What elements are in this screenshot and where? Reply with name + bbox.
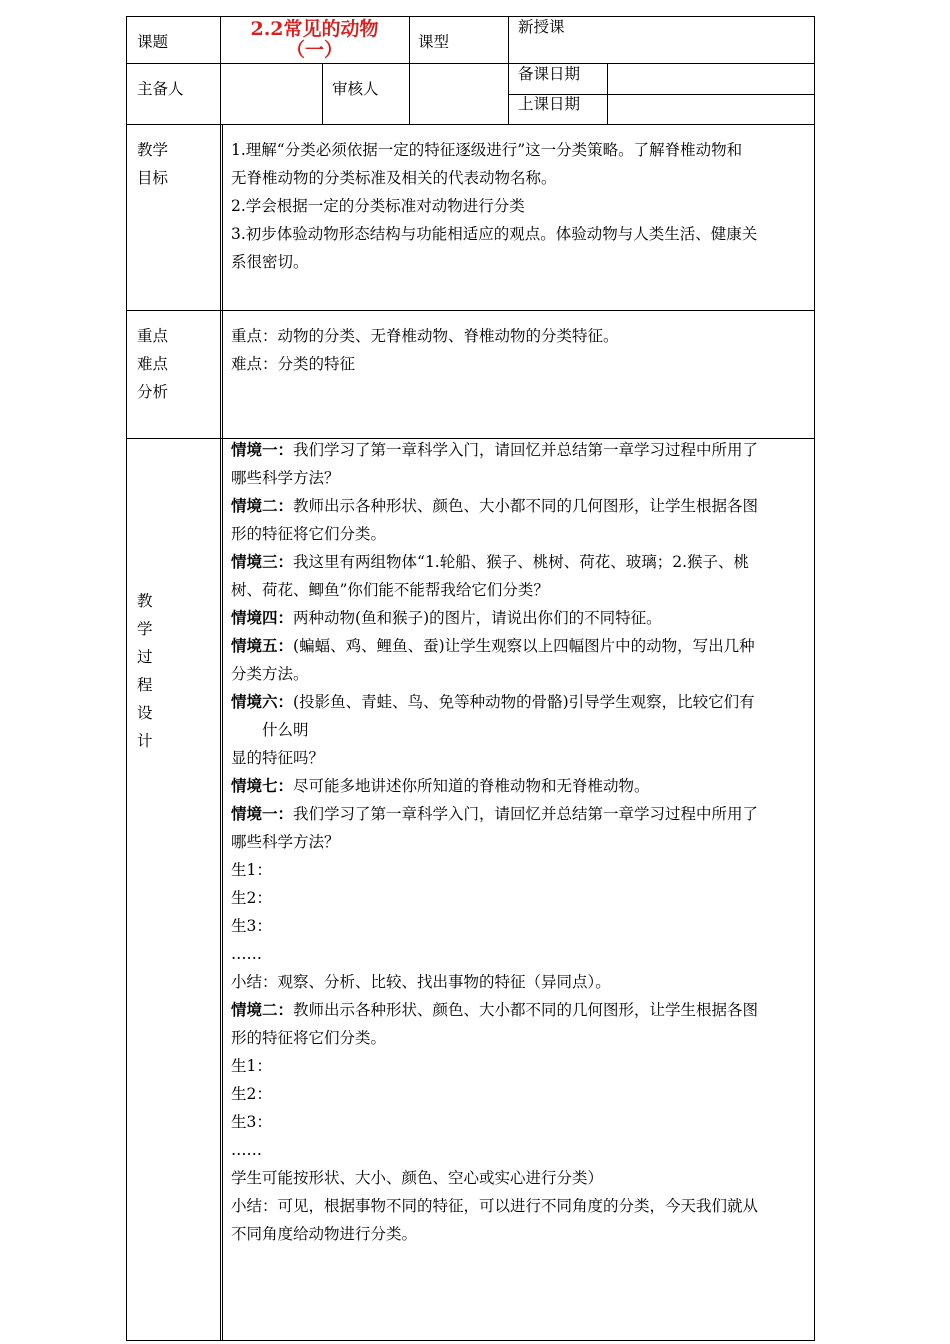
scenario-label: 情境六： <box>231 692 294 711</box>
process-line-text: 尽可能多地讲述你所知道的脊椎动物和无脊椎动物。 <box>293 777 650 795</box>
process-line <box>231 548 805 576</box>
process-line-text: …… <box>231 945 262 963</box>
process-line <box>231 464 805 492</box>
process-line <box>231 1164 805 1192</box>
process-content <box>231 436 805 1248</box>
process-line-text: 教师出示各种形状、颜色、大小都不同的几何图形，让学生根据各图 <box>293 497 759 515</box>
process-line-text: 我这里有两组物体“1.轮船、猴子、桃树、荷花、玻璃；2.猴子、桃 <box>293 553 750 571</box>
process-line <box>231 688 805 716</box>
objective-line: 2.学会根据一定的分类标准对动物进行分类 <box>231 197 525 215</box>
scenario-label: 情境五： <box>231 636 294 655</box>
process-line <box>231 1192 805 1220</box>
objective-line: 3.初步体验动物形态结构与功能相适应的观点。体验动物与人类生活、健康关 <box>231 225 758 243</box>
table-row-line <box>126 310 815 311</box>
scenario-label: 情境七： <box>231 776 294 795</box>
type-label: 课型 <box>418 33 450 51</box>
process-line <box>231 436 805 464</box>
process-line-text: 我们学习了第一章科学入门，请回忆并总结第一章学习过程中所用了 <box>293 805 759 823</box>
process-line <box>231 856 805 884</box>
table-col-line <box>220 16 221 1341</box>
process-line-text: 两种动物(鱼和猴子)的图片，请说出你们的不同特征。 <box>293 609 662 627</box>
process-line-text: 生3： <box>231 1113 272 1131</box>
process-line <box>231 772 805 800</box>
process-line-text: 教师出示各种形状、颜色、大小都不同的几何图形，让学生根据各图 <box>293 1001 759 1019</box>
table-col-line <box>607 63 608 124</box>
process-line-text: 不同角度给动物进行分类。 <box>231 1225 418 1243</box>
topic-label: 课题 <box>137 33 169 51</box>
table-row-line <box>126 124 815 125</box>
process-line <box>231 1108 805 1136</box>
process-line-text: 哪些科学方法？ <box>231 833 340 851</box>
objective-line: 1.理解“分类必须依据一定的特征逐级进行”这一分类策略。了解脊椎动物和 <box>231 141 743 159</box>
table-border-right <box>814 16 815 1341</box>
process-line <box>231 1024 805 1052</box>
scenario-label: 情境二： <box>231 496 294 515</box>
process-line <box>231 576 805 604</box>
table-col-line <box>222 124 223 1341</box>
process-line <box>231 492 805 520</box>
scenario-label: 情境二： <box>231 1000 294 1019</box>
table-border-bottom <box>126 1340 815 1341</box>
process-line-text: 生1： <box>231 1057 272 1075</box>
process-line-text: (投影鱼、青蛙、鸟、免等种动物的骨骼)引导学生观察，比较它们有 <box>293 693 755 711</box>
scenario-label: 情境四： <box>231 608 294 627</box>
process-line-text: 哪些科学方法？ <box>231 469 340 487</box>
process-line-text: (蝙蝠、鸡、鲤鱼、蚕)让学生观察以上四幅图片中的动物，写出几种 <box>293 637 755 655</box>
process-line-text: 生3： <box>231 917 272 935</box>
scenario-label: 情境三： <box>231 552 294 571</box>
process-line-text: 分类方法。 <box>231 665 309 683</box>
process-line <box>231 520 805 548</box>
process-line <box>231 940 805 968</box>
keypoint-line: 难点：分类的特征 <box>231 355 356 373</box>
process-line-text: 生2： <box>231 1085 272 1103</box>
process-line-text: 生1： <box>231 861 272 879</box>
keypoint-line: 重点：动物的分类、无脊椎动物、脊椎动物的分类特征。 <box>231 327 619 345</box>
process-line-text: 生2： <box>231 889 272 907</box>
process-line-text: 小结：观察、分析、比较、找出事物的特征（异同点）。 <box>231 973 611 991</box>
preparer-label: 主备人 <box>137 80 184 98</box>
process-line-text: 小结：可见，根据事物不同的特征，可以进行不同角度的分类，今天我们就从 <box>231 1197 759 1215</box>
objective-line: 无脊椎动物的分类标准及相关的代表动物名称。 <box>231 169 557 187</box>
scenario-label: 情境一： <box>231 440 294 459</box>
table-col-line <box>409 16 410 124</box>
scenario-label: 情境一： <box>231 804 294 823</box>
process-line <box>231 1052 805 1080</box>
process-line <box>231 912 805 940</box>
process-line-text: 形的特征将它们分类。 <box>231 525 387 543</box>
table-col-line <box>508 16 509 124</box>
table-row-line <box>126 63 815 64</box>
reviewer-label: 审核人 <box>332 80 379 98</box>
process-line-text: 学生可能按形状、大小、颜色、空心或实心进行分类） <box>231 1169 604 1187</box>
process-line <box>231 828 805 856</box>
process-line <box>231 660 805 688</box>
process-line <box>231 1080 805 1108</box>
process-line-text: 什么明 <box>231 721 309 739</box>
process-line <box>231 996 805 1024</box>
topic-title-line1: 2.2常见的动物 <box>250 18 379 40</box>
table-col-line <box>322 63 323 124</box>
process-line-text: 树、荷花、鲫鱼”你们能不能帮我给它们分类？ <box>231 581 549 599</box>
keypoints-content <box>231 322 805 378</box>
process-line-text: 显的特征吗？ <box>231 749 325 767</box>
objectives-label: 教学 目标 <box>137 141 169 187</box>
topic-title-line2: （一） <box>285 39 343 61</box>
table-border-left <box>126 16 127 1341</box>
process-line-text: …… <box>231 1141 262 1159</box>
process-label: 教 学 过 程 设 计 <box>137 592 153 750</box>
process-line-text: 我们学习了第一章科学入门，请回忆并总结第一章学习过程中所用了 <box>293 441 759 459</box>
process-line <box>231 744 805 772</box>
class-date-label: 上课日期 <box>518 95 581 113</box>
objective-line: 系很密切。 <box>231 253 309 271</box>
process-line <box>231 716 805 744</box>
process-line-text: 形的特征将它们分类。 <box>231 1029 387 1047</box>
prep-date-label: 备课日期 <box>518 65 581 83</box>
process-line <box>231 1136 805 1164</box>
process-line <box>231 632 805 660</box>
process-line <box>231 968 805 996</box>
process-line <box>231 604 805 632</box>
keypoints-label: 重点 难点 分析 <box>137 327 169 401</box>
table-border-top <box>126 16 815 17</box>
process-line <box>231 800 805 828</box>
objectives-content <box>231 136 805 276</box>
type-value: 新授课 <box>518 18 565 36</box>
process-line <box>231 1220 805 1248</box>
process-line <box>231 884 805 912</box>
